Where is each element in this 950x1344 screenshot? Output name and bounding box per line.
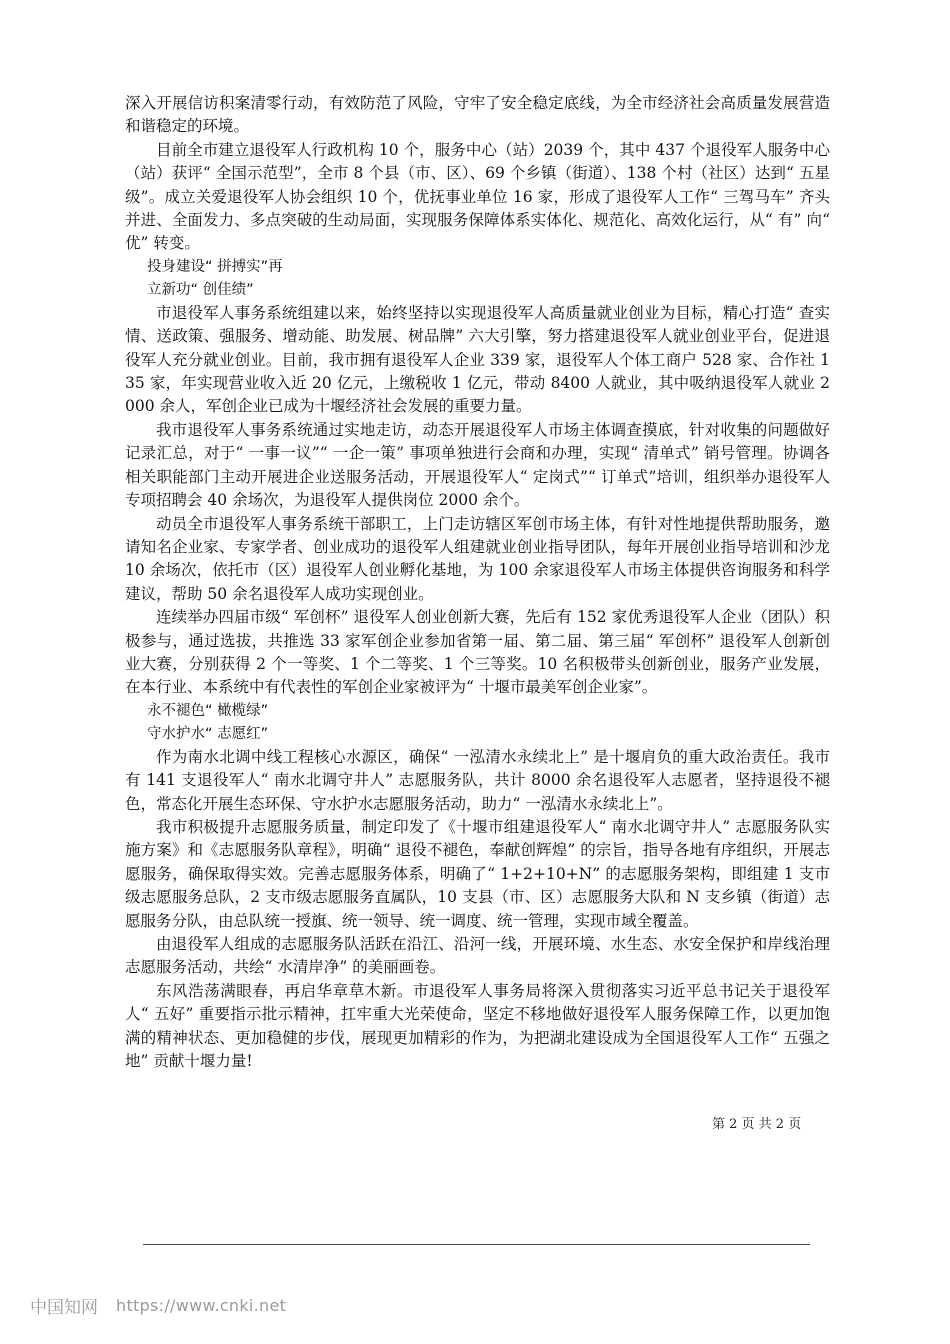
paragraph: 东风浩荡满眼春，再启华章草木新。市退役军人事务局将深入贯彻落实习近平总书记关于退役军人“ 五好” 重要指示批示精神，扛牢重大光荣使命，坚定不移地做好退役军人服务保障工作，以更加饱满的精神状态、更加稳健的步伐，展现更加精彩的作为，为把湖北建设成为全国退役军人工作“ 五强之地” 贡献十堰力量!	[125, 981, 830, 1071]
cnki-watermark	[30, 1293, 286, 1318]
watermark-url: https://www.cnki.net	[116, 1296, 287, 1315]
footer-divider	[143, 1244, 810, 1245]
page-number: 第 2 页 共 2 页	[712, 1117, 802, 1132]
paragraph: 作为南水北调中线工程核心水源区，确保“ 一泓清水永续北上” 是十堰肩负的重大政治责任。我市有 141 支退役军人“ 南水北调守井人” 志愿服务队，共计 8000 余名退役军人志愿者，坚持退役不褪色，常态化开展生态环保、守水护水志愿服务活动，助力“ 一泓清水永续北上”。	[125, 747, 830, 813]
paragraph: 深入开展信访积案清零行动，有效防范了风险，守牢了安全稳定底线，为全市经济社会高质量发展营造和谐稳定的环境。	[125, 94, 830, 136]
paragraph: 连续举办四届市级“ 军创杯” 退役军人创业创新大赛，先后有 152 家优秀退役军人企业（团队）积极参与，通过选拔，共推选 33 家军创企业参加省第一届、第二届、第三届“ 军创杯” 退役军人创新创业大赛，分别获得 2 个一等奖、1 个二等奖、1 个三等奖。10 名积极带头创新创业，服务产业发展，在本行业、本系统中有代表性的军创企业家被评为“ 十堰市最美军创企业家”。	[125, 608, 830, 697]
paragraph: 动员全市退役军人事务系统干部职工，上门走访辖区军创市场主体，有针对性地提供帮助服务，邀请知名企业家、专家学者、创业成功的退役军人组建就业创业指导团队，每年开展创业指导培训和沙龙 10 余场次，依托市（区）退役军人创业孵化基地，为 100 余家退役军人市场主体提供咨询服务和科学建议，帮助 50 余名退役军人成功实现创业。	[125, 514, 830, 603]
paragraph: 我市退役军人事务系统通过实地走访，动态开展退役军人市场主体调查摸底，针对收集的问题做好记录汇总，对于“ 一事一议”“ 一企一策” 事项单独进行会商和办理，实现“ 清单式” 销号管理。协调各相关职能部门主动开展进企业送服务活动，开展退役军人“ 定岗式”“ 订单式”培训，组织举办退役军人专项招聘会 40 余场次，为退役军人提供岗位 2000 余个。	[125, 420, 830, 510]
article-body	[125, 92, 830, 1073]
watermark-brand: 中国知网	[30, 1298, 98, 1318]
paragraph: 我市积极提升志愿服务质量，制定印发了《十堰市组建退役军人“ 南水北调守井人” 志愿服务队实施方案》和《志愿服务队章程》，明确“ 退役不褪色，奉献创辉煌” 的宗旨，指导各地有序组织，开展志愿服务，确保取得实效。完善志愿服务体系，明确了“ 1+2+10+N” 的志愿服务架构，即组建 1 支市级志愿服务总队，2 支市级志愿服务直属队，10 支县（市、区）志愿服务大队和 N 支乡镇（街道）志愿服务分队，由总队统一授旗、统一领导、统一调度、统一管理，实现市域全覆盖。	[125, 817, 830, 930]
paragraph: 由退役军人组成的志愿服务队活跃在沿江、沿河一线，开展环境、水生态、水安全保护和岸线治理志愿服务活动，共绘“ 水清岸净” 的美丽画卷。	[125, 935, 830, 977]
section-heading: 守水护水“ 志愿红”	[147, 725, 269, 742]
section-heading: 投身建设“ 拼搏实”再	[147, 258, 283, 275]
section-heading: 立新功“ 创佳绩”	[147, 281, 254, 298]
paragraph: 目前全市建立退役军人行政机构 10 个，服务中心（站）2039 个，其中 437 个退役军人服务中心（站）获评“ 全国示范型”，全市 8 个县（市、区）、69 个乡镇（街道）、138 个村（社区）达到“ 五星级”。成立关爱退役军人协会组织 10 个，优抚事业单位 16 家，形成了退役军人工作“ 三驾马车” 齐头并进、全面发力、多点突破的生动局面，实现服务保障体系实体化、规范化、高效化运行，从“ 有” 向“ 优” 转变。	[125, 140, 830, 253]
section-heading: 永不褪色“ 橄榄绿”	[147, 702, 269, 719]
paragraph: 市退役军人事务系统组建以来，始终坚持以实现退役军人高质量就业创业为目标，精心打造“ 查实情、送政策、强服务、增动能、助发展、树品牌” 六大引擎，努力搭建退役军人就业创业平台，促进退役军人充分就业创业。目前，我市拥有退役军人企业 339 家，退役军人个体工商户 528 家、合作社 135 家，年实现营业收入近 20 亿元，上缴税收 1 亿元，带动 8400 人就业，其中吸纳退役军人就业 2000 余人，军创企业已成为十堰经济社会发展的重要力量。	[125, 303, 830, 416]
